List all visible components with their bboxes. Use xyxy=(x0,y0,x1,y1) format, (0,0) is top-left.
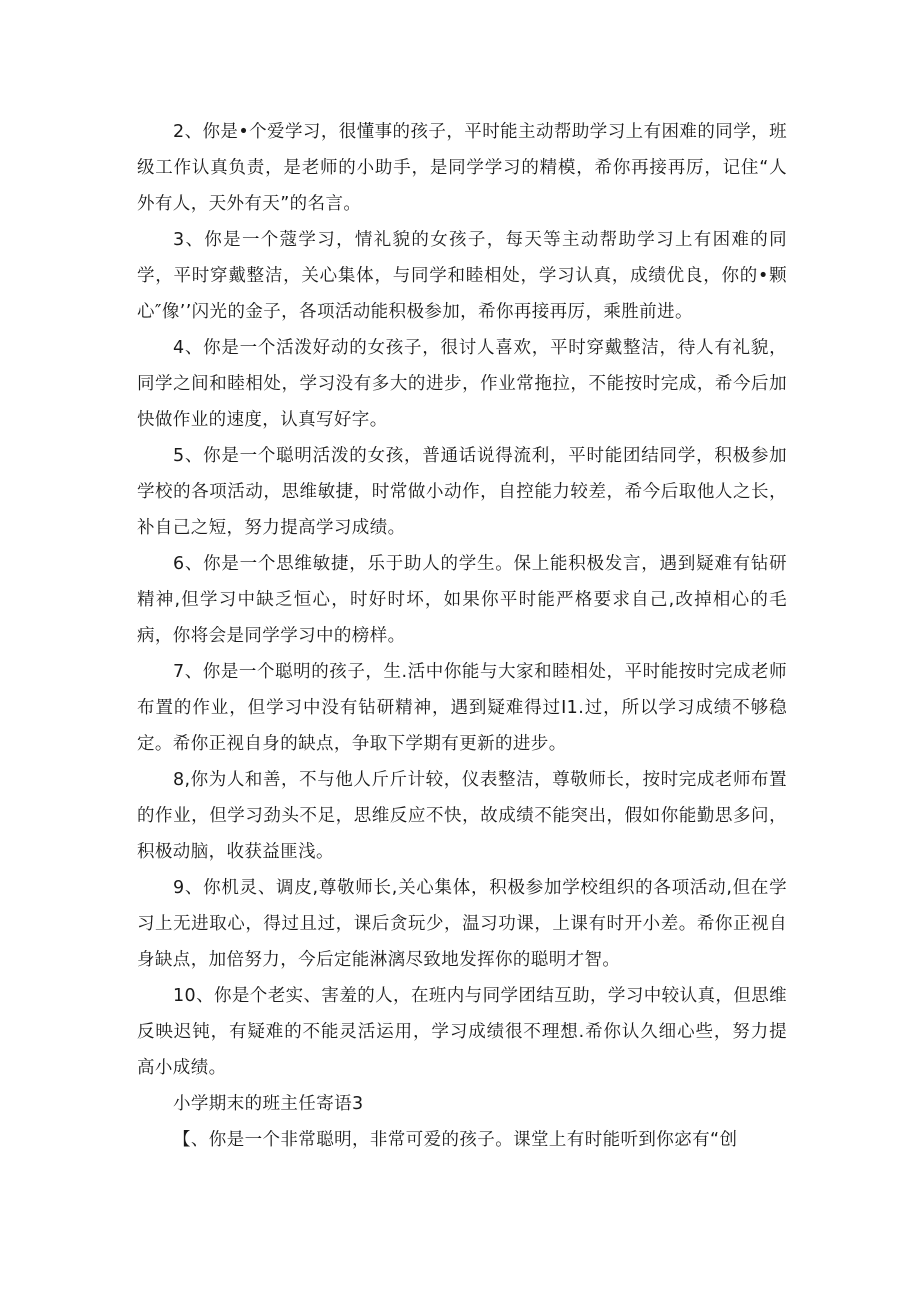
paragraph-6: 6、你是一个思维敏捷，乐于助人的学生。保上能积极发言，遇到疑难有钻研精神,但学习中缺乏恒心，时好时坏，如果你平时能严格要求自己,改掉相心的毛病，你将会是同学学习中的榜样。 xyxy=(137,554,787,646)
paragraph-2: 2、你是•个爱学习，很懂事的孩子，平时能主动帮助学习上有困难的同学，班级工作认真负责，是老师的小助手，是同学学习的精模，希你再接再厉，记住“人外有人，天外有天”的名言。 xyxy=(137,122,787,214)
paragraph-8: 8,你为人和善，不与他人斤斤计较，仪表整洁，尊敬师长，按时完成老师布置的作业，但学习劲头不足，思维反应不快，故成绩不能突出，假如你能勤思多问，积极动脑，收获益匪浅。 xyxy=(137,770,787,862)
paragraph-3: 3、你是一个蔻学习，情礼貌的女孩子，每天等主动帮助学习上有困难的同学，平时穿戴整洁，关心集体，与同学和睦相处，学习认真，成绩优良，你的•颗心″像’’闪光的金子，各项活动能积极参加，希你再接再厉，乘胜前进。 xyxy=(137,230,787,322)
paragraph-10: 10、你是个老实、害羞的人，在班内与同学团结互助，学习中较认真，但思维反映迟钝，有疑难的不能灵活运用，学习成绩很不理想.希你认久细心些，努力提高小成绩。 xyxy=(137,986,787,1078)
paragraph-9: 9、你机灵、调皮,尊敬师长,关心集体，积极参加学校组织的各项活动,但在学习上无进取心，得过且过，课后贪玩少，温习功课，上课有时开小差。希你正视自身缺点，加倍努力，今后定能淋漓尽致地发挥你的聪明才智。 xyxy=(137,878,787,970)
section-heading: 小学期末的班主任寄语3 xyxy=(173,1094,364,1114)
paragraph-5: 5、你是一个聪明活泼的女孩，普通话说得流利，平时能团结同学，积极参加学校的各项活动，思维敏捷，时常做小动作，自控能力较差，希今后取他人之长，补自己之短，努力提高学习成绩。 xyxy=(137,446,787,538)
paragraph-7: 7、你是一个聪明的孩子，生.活中你能与大家和睦相处，平时能按时完成老师布置的作业，但学习中没有钻研精神，遇到疑难得过I1.过，所以学习成绩不够稳定。希你正视自身的缺点，争取下学期有更新的进步。 xyxy=(137,662,787,754)
paragraph-4: 4、你是一个活泼好动的女孩子，很讨人喜欢，平时穿戴整洁，待人有礼貌，同学之间和睦相处，学习没有多大的进步，作业常拖拉，不能按时完成，希今后加快做作业的速度，认真写好字。 xyxy=(137,338,787,430)
paragraph-section3-1: 【、你是一个非常聪明，非常可爱的孩子。课堂上有时能听到你宓有“创 xyxy=(173,1130,738,1150)
